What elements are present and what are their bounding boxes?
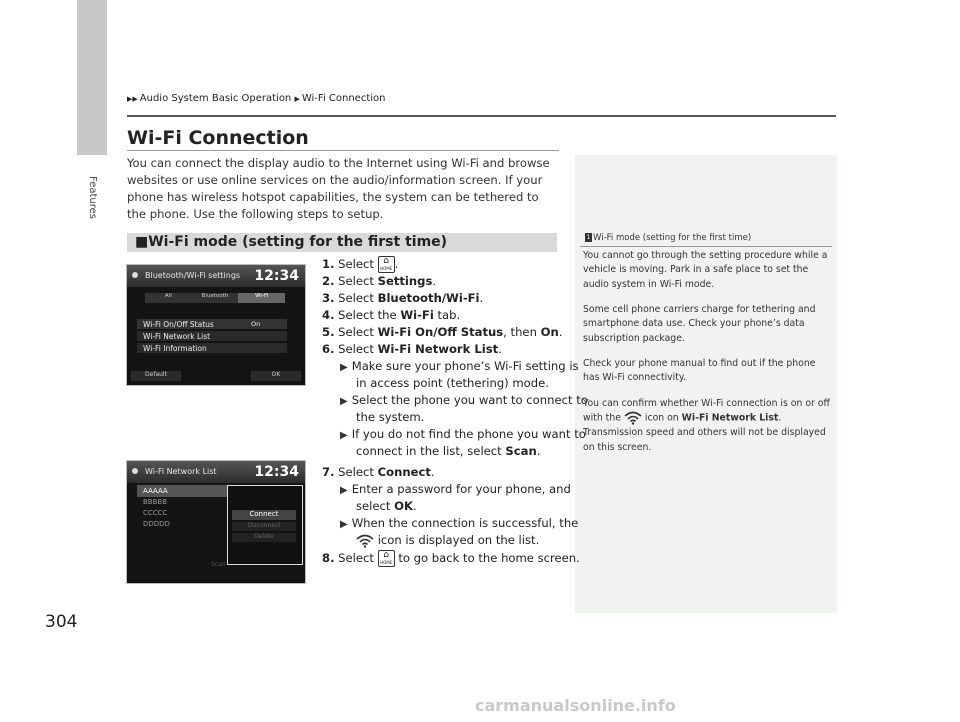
breadcrumb (127, 93, 385, 104)
step-7: 7. Select Connect. (322, 465, 435, 479)
network-list-screenshot (126, 460, 306, 584)
step-6-note-cont: the system. (356, 410, 425, 424)
step-7-note-cont: select OK. (356, 499, 417, 513)
tab-bluetooth[interactable]: Bluetooth (192, 293, 239, 303)
step-3: 3. Select Bluetooth/Wi-Fi. (322, 291, 484, 305)
network-item[interactable]: AAAAA (137, 485, 232, 497)
arrow-icon: ▶ (340, 396, 348, 407)
row-network-list[interactable]: Wi-Fi Network List (137, 331, 287, 341)
note-paragraph-1: You cannot go through the setting procedure while a vehicle is moving. Park in a safe place to set the audio system in Wi-Fi mode. (583, 250, 828, 290)
intro-paragraph: You can connect the display audio to the Internet using Wi-Fi and browse websites or use online services on the audio/information screen. If your phone has wireless hotspot capabilities, the system can be tethered to the phone. Use the following steps to setup. (127, 156, 550, 221)
row-wifi-info[interactable]: Wi-Fi Information (137, 343, 287, 353)
watermark: carmanualsonline.info (475, 696, 676, 715)
breadcrumb-arrow-icon: ▶▶ (127, 95, 138, 103)
section-header (127, 233, 557, 252)
step-6-note: ▶ If you do not find the phone you want to (340, 427, 586, 441)
arrow-icon: ▶ (340, 519, 348, 530)
note-rule (580, 246, 832, 247)
network-item[interactable]: DDDDD (143, 520, 170, 528)
tab-wifi[interactable]: Wi-Fi (238, 293, 285, 303)
screen-title: Bluetooth/Wi-Fi settings (145, 271, 241, 280)
note-paragraph-2: Some cell phone carriers charge for tethering and smartphone data use. Check your phone’s data subscription package. (583, 304, 816, 344)
title-rule (127, 150, 559, 151)
page-number: 304 (45, 612, 78, 632)
network-item[interactable]: BBBBB (143, 498, 168, 506)
note-heading: 1 Wi-Fi mode (setting for the first time) (586, 233, 752, 243)
arrow-icon: ▶ (340, 362, 348, 373)
scan-button[interactable]: Scan (211, 561, 226, 568)
step-6-note: ▶ Make sure your phone’s Wi-Fi setting is (340, 359, 579, 373)
arrow-icon: ▶ (340, 485, 348, 496)
chapter-tab (77, 0, 107, 155)
status-value: On (251, 320, 261, 328)
chapter-label-wrap (84, 176, 104, 256)
delete-button[interactable]: Delete (232, 533, 296, 542)
home-icon: ⌂ HOME (378, 256, 395, 273)
section-title: ■Wi-Fi mode (setting for the first time) (135, 234, 448, 250)
step-2: 2. Select Settings. (322, 274, 437, 288)
step-8: 8. Select ⌂ HOME to go back to the home screen. (322, 550, 580, 565)
arrow-icon: ▶ (340, 430, 348, 441)
note-paragraph-4: You can confirm whether Wi-Fi connection is on or off with the icon on Wi-Fi Network List. Transmission speed and others will not be displayed on this screen. (583, 398, 830, 453)
back-icon (132, 272, 138, 278)
network-item[interactable]: CCCCC (143, 509, 168, 517)
step-1: 1. Select ⌂ HOME . (322, 256, 399, 271)
step-4: 4. Select the Wi-Fi tab. (322, 308, 461, 322)
screen-tabs (145, 293, 285, 303)
wifi-icon (624, 411, 642, 425)
breadcrumb-arrow-icon: ▶ (294, 95, 300, 103)
step-6-note-cont: in access point (tethering) mode. (356, 376, 549, 390)
chapter-label: Features (87, 176, 98, 219)
screen-header (127, 265, 305, 287)
tab-all[interactable]: All (145, 293, 192, 303)
default-button[interactable]: Default (131, 371, 181, 381)
screen-clock: 12:34 (254, 268, 299, 284)
disconnect-button[interactable]: Disconnect (232, 522, 296, 531)
step-7-note: ▶ When the connection is successful, the (340, 516, 579, 530)
screen-header (127, 461, 305, 483)
wifi-icon (356, 534, 374, 548)
step-6-note: ▶ Select the phone you want to connect to (340, 393, 588, 407)
breadcrumb-item[interactable]: Audio System Basic Operation (139, 93, 292, 104)
row-wifi-status[interactable]: Wi-Fi On/Off Status On (137, 319, 287, 329)
step-6-note-cont: connect in the list, select Scan. (356, 444, 541, 458)
action-menu (227, 485, 303, 565)
back-icon (132, 468, 138, 474)
header-rule (127, 115, 836, 117)
connect-button[interactable]: Connect (232, 510, 296, 520)
breadcrumb-item[interactable]: Wi-Fi Connection (301, 93, 386, 104)
step-6: 6. Select Wi-Fi Network List. (322, 342, 502, 356)
home-icon: ⌂ HOME (378, 550, 395, 567)
ok-button[interactable]: OK (251, 371, 301, 381)
step-7-note: ▶ Enter a password for your phone, and (340, 482, 571, 496)
note-ref-icon: 1 (586, 234, 591, 241)
page-title: Wi-Fi Connection (127, 127, 309, 149)
step-7-note-cont: icon is displayed on the list. (356, 532, 539, 549)
note-paragraph-3: Check your phone manual to find out if the phone has Wi-Fi connectivity. (583, 358, 816, 384)
step-5: 5. Select Wi-Fi On/Off Status, then On. (322, 325, 563, 339)
settings-screenshot (126, 264, 306, 386)
screen-title: Wi-Fi Network List (145, 467, 217, 476)
screen-clock: 12:34 (254, 464, 299, 480)
